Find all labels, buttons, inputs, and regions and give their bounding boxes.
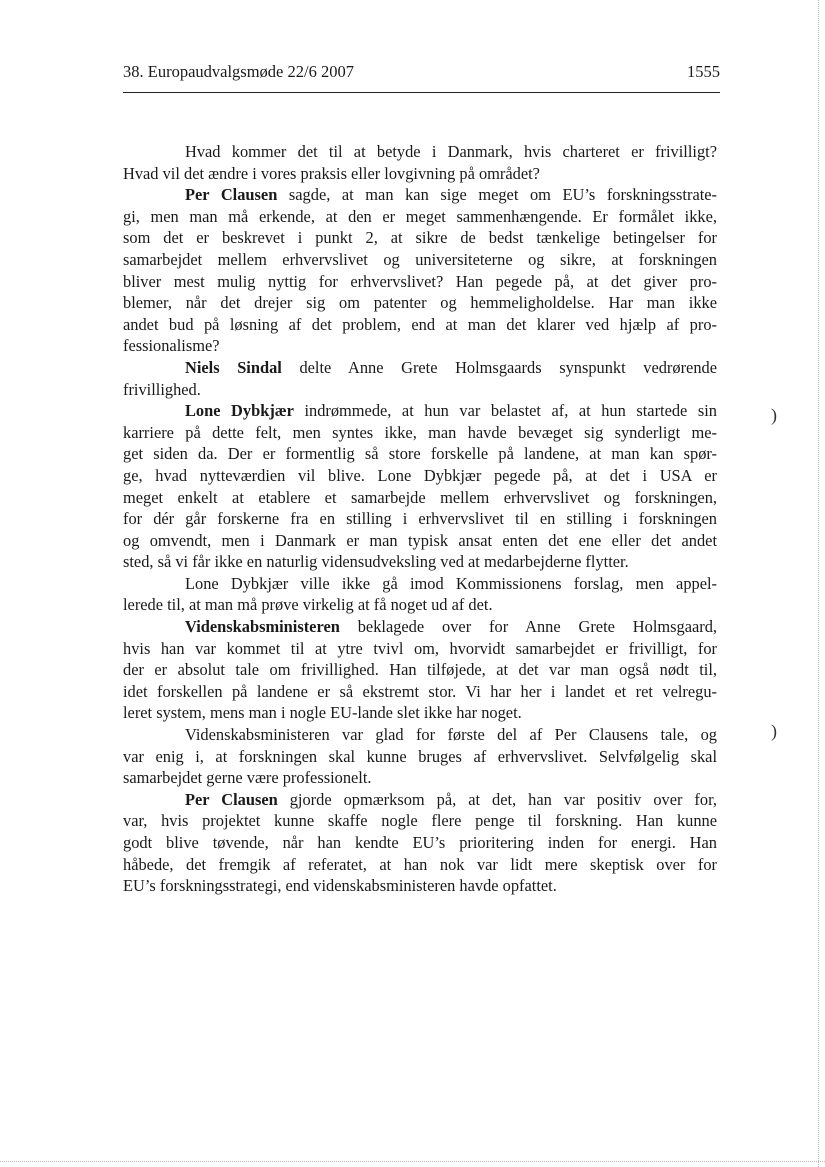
- text-line: leret system, mens man i nogle EU-lande slet ikke har noget.: [123, 703, 522, 723]
- text-line: som det er beskrevet i punkt 2, at sikre de bedst tænkelige betingelser for: [123, 228, 717, 248]
- text-line: gi, men man må erkende, at den er meget sammenhængende. Er formålet ikke,: [123, 206, 717, 226]
- text-line: fessionalisme?: [123, 336, 220, 356]
- page-header: [123, 62, 720, 86]
- speaker-name: Lone Dybkjær: [185, 401, 294, 421]
- text-line: get siden da. Der er formentlig så store forskelle på landene, at man kan spør-: [123, 444, 717, 464]
- text-line: idet forskellen på landene er så ekstremt stor. Vi har her i landet et ret velregu-: [123, 681, 717, 701]
- text-line: ge, hvad nytteværdien vil blive. Lone Dybkjær pegede på, at det i USA er: [123, 465, 717, 485]
- text-line: hvis han var kommet til at ytre tvivl om, hvorvidt samarbejdet er frivilligt, for: [123, 638, 717, 658]
- text-line: blemer, når det drejer sig om patenter og hemmeligholdelse. Har man ikke: [123, 293, 717, 313]
- text-line: samarbejdet gerne være professionelt.: [123, 768, 372, 788]
- meeting-title: 38. Europaudvalgsmøde 22/6 2007: [123, 62, 354, 81]
- text-line: håbede, det fremgik af referatet, at han nok var lidt mere skeptisk over for: [123, 854, 717, 874]
- text-line: for dér går forskerne fra en stilling i erhvervslivet til en stilling i forskningen: [123, 509, 717, 529]
- document-body: [123, 141, 717, 897]
- text-line: Hvad kommer det til at betyde i Danmark, hvis charteret er frivilligt?: [185, 142, 717, 161]
- text-line: Videnskabsministeren var glad for første del af Per Clausens tale, og: [185, 725, 717, 745]
- text-line: og omvendt, men i Danmark er man typisk ansat enten det ene eller det andet: [123, 530, 717, 550]
- text-line: Per Clausen sagde, at man kan sige meget om EU’s forskningsstrate-: [185, 185, 718, 205]
- text-line: sted, så vi får ikke en naturlig vidensudveksling ved at medarbejderne flytter.: [123, 552, 629, 572]
- text-line: var enig i, at forskningen skal kunne bruges af erhvervslivet. Selvfølgelig skal: [123, 746, 717, 766]
- speaker-name: Videnskabsministeren: [185, 617, 340, 637]
- margin-bracket-mark: ): [771, 405, 777, 425]
- speaker-name: Per Clausen: [185, 789, 278, 809]
- margin-bracket-mark: ): [771, 721, 777, 741]
- text-line: var, hvis projektet kunne skaffe nogle flere penge til forskning. Han kunne: [123, 811, 717, 831]
- text-line: Niels Sindal delte Anne Grete Holmsgaards synspunkt vedrørende: [185, 357, 717, 377]
- header-rule: [123, 92, 720, 93]
- scan-edge-bottom: [0, 1161, 825, 1162]
- text-line: karriere på dette felt, men syntes ikke, man havde bevæget sig synderligt me-: [123, 422, 717, 442]
- page-number: 1555: [687, 62, 720, 81]
- text-line: Videnskabsministeren beklagede over for Anne Grete Holmsgaard,: [185, 617, 717, 637]
- speaker-name: Niels Sindal: [185, 357, 282, 377]
- text-line: lerede til, at man må prøve virkelig at få noget ud af det.: [123, 595, 493, 615]
- text-line: der er absolut tale om frivillighed. Han tilføjede, at det var man også nødt til,: [123, 660, 717, 680]
- text-line: EU’s forskningsstrategi, end videnskabsministeren havde opfattet.: [123, 876, 557, 896]
- speaker-name: Per Clausen: [185, 185, 278, 205]
- text-line: Lone Dybkjær ville ikke gå imod Kommissionens forslag, men appel-: [185, 573, 717, 593]
- text-line: samarbejdet mellem erhvervslivet og universiteterne og sikre, at forskningen: [123, 249, 717, 269]
- scan-edge-right: [818, 0, 819, 1167]
- text-line: andet bud på løsning af det problem, end at man det klarer ved hjælp af pro-: [123, 314, 717, 334]
- text-line: Per Clausen gjorde opmærksom på, at det, han var positiv over for,: [185, 789, 717, 809]
- text-line: godt blive tøvende, når han kendte EU’s prioritering inden for energi. Han: [123, 833, 717, 852]
- text-line: bliver mest mulig nyttig for erhvervslivet? Han pegede på, at det giver pro-: [123, 271, 717, 291]
- text-line: Hvad vil det ændre i vores praksis eller lovgivning på området?: [123, 163, 540, 183]
- text-line: Lone Dybkjær indrømmede, at hun var belastet af, at hun startede sin: [185, 401, 717, 421]
- text-line: meget enkelt at etablere et samarbejde mellem erhvervslivet og forskningen,: [123, 487, 717, 507]
- text-line: frivillighed.: [123, 379, 201, 399]
